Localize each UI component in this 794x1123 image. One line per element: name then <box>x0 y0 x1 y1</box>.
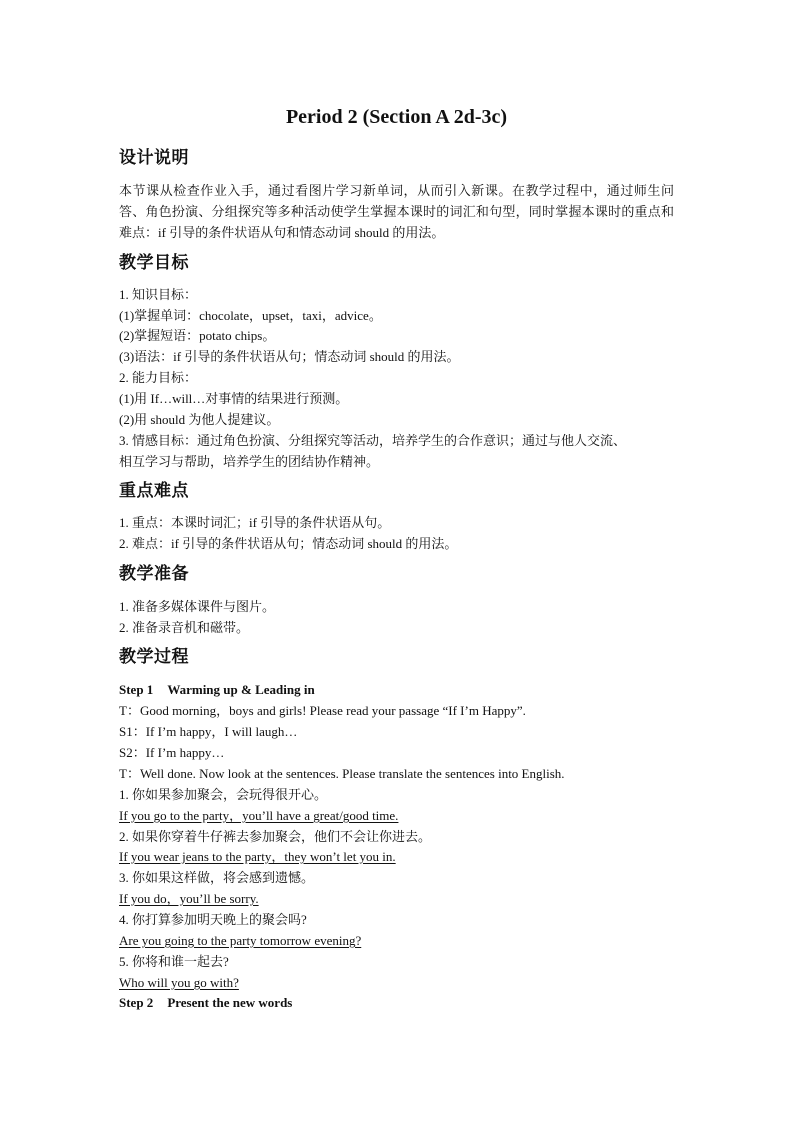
design-paragraph: 本节课从检查作业入手，通过看图片学习新单词，从而引入新课。在教学过程中，通过师生问答、角色扮演、分组探究等多种活动使学生掌握本课时的词汇和句型，同时掌握本课时的重点和难点：if 引导的条件状语从句和情态动词 should 的用法。 <box>119 183 674 240</box>
translation-prompt: 4. 你打算参加明天晚上的聚会吗? <box>119 912 307 927</box>
translation-answer: Are you going to the party tomorrow evening? <box>119 933 362 948</box>
dialogue-line: T：Well done. Now look at the sentences. Please translate the sentences into English. <box>119 766 565 781</box>
step-1-heading <box>119 679 315 700</box>
goals-line: (1)用 If…will…对事情的结果进行预测。 <box>119 391 349 406</box>
translation-prompt: 5. 你将和谁一起去? <box>119 954 229 969</box>
dialogue-line: S2：If I’m happy… <box>119 745 225 760</box>
goals-line: 3. 情感目标：通过角色扮演、分组探究等活动，培养学生的合作意识；通过与他人交流、 <box>119 433 627 448</box>
dialogue-line: T：Good morning，boys and girls! Please read your passage “If I’m Happy”. <box>119 703 526 718</box>
heading-goals: 教学目标 <box>119 253 189 273</box>
keypoints-line: 1. 重点：本课时词汇；if 引导的条件状语从句。 <box>119 515 391 530</box>
prep-line: 2. 准备录音机和磁带。 <box>119 620 250 635</box>
step-1-number: Step 1 <box>119 682 154 697</box>
goals-line: 相互学习与帮助，培养学生的团结协作精神。 <box>119 454 380 469</box>
heading-process: 教学过程 <box>119 647 189 667</box>
heading-prep: 教学准备 <box>119 564 189 584</box>
translation-prompt: 2. 如果你穿着牛仔裤去参加聚会，他们不会让你进去。 <box>119 829 432 844</box>
goals-line: (2)掌握短语：potato chips。 <box>119 328 276 343</box>
keypoints-line: 2. 难点：if 引导的条件状语从句；情态动词 should 的用法。 <box>119 536 458 551</box>
dialogue-line: S1：If I’m happy，I will laugh… <box>119 724 298 739</box>
heading-design: 设计说明 <box>119 148 189 168</box>
translation-prompt: 3. 你如果这样做，将会感到遗憾。 <box>119 870 315 885</box>
step-2-title: Present the new words <box>167 995 293 1010</box>
translation-answer: If you wear jeans to the party，they won’t let you in. <box>119 849 396 864</box>
step-1-title: Warming up & Leading in <box>167 682 315 697</box>
goals-line: 1. 知识目标： <box>119 287 198 302</box>
prep-line: 1. 准备多媒体课件与图片。 <box>119 599 276 614</box>
translation-answer: If you go to the party，you’ll have a great/good time. <box>119 808 399 823</box>
heading-keypoints: 重点难点 <box>119 481 189 501</box>
translation-answer: If you do，you’ll be sorry. <box>119 891 259 906</box>
translation-answer: Who will you go with? <box>119 975 239 990</box>
translation-prompt: 1. 你如果参加聚会，会玩得很开心。 <box>119 787 328 802</box>
goals-line: (3)语法：if 引导的条件状语从句；情态动词 should 的用法。 <box>119 349 460 364</box>
step-2-number: Step 2 <box>119 995 154 1010</box>
step-2-heading <box>119 992 292 1013</box>
goals-line: (2)用 should 为他人提建议。 <box>119 412 280 427</box>
goals-line: (1)掌握单词：chocolate，upset，taxi，advice。 <box>119 308 382 323</box>
page-title: Period 2 (Section A 2d-3c) <box>285 106 508 128</box>
goals-line: 2. 能力目标： <box>119 370 198 385</box>
